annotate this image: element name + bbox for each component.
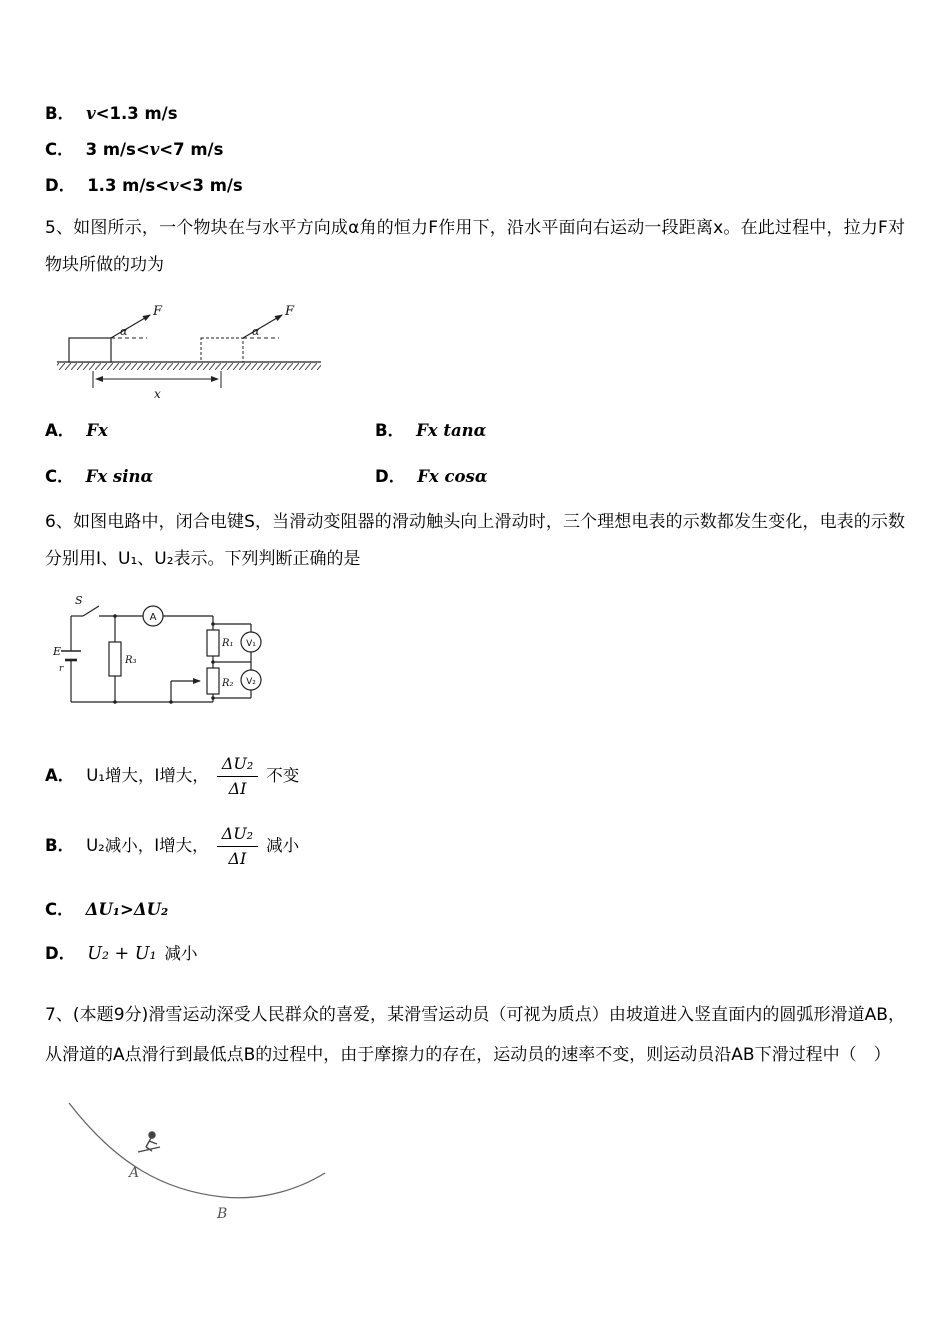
resistor-r3-symbol — [109, 642, 121, 676]
r1-label: R₁ — [222, 638, 234, 649]
v2-label: V₂ — [246, 677, 256, 687]
option-c — [45, 895, 905, 925]
option-text-pre: U₂减小，I增大， — [86, 836, 209, 856]
v1-label: V₁ — [246, 639, 256, 649]
option-text: Fx tanα — [416, 421, 487, 440]
fraction-denominator: ΔI — [228, 848, 247, 868]
option-label: B． — [45, 104, 75, 123]
option-label: B． — [375, 421, 405, 440]
option-text-post: <1.3 m/s — [95, 104, 178, 123]
option-label: A． — [45, 766, 75, 786]
block-dashed — [201, 338, 243, 362]
option-a — [45, 416, 375, 446]
option-c — [45, 462, 375, 492]
question-5-options — [45, 416, 905, 492]
skier-figure — [138, 1132, 160, 1152]
r2-label: R₂ — [222, 678, 234, 689]
resistor-r2-symbol — [207, 668, 219, 694]
option-text: ΔU₁>ΔU₂ — [85, 900, 169, 920]
question-6-stem: 6、如图电路中，闭合电键S，当滑动变阻器的滑动触头向上滑动时，三个理想电表的示数都发生变化，电表的示数分别用I、U₁、U₂表示。下列判断正确的是 — [45, 512, 905, 569]
point-a-label: A — [129, 1165, 140, 1182]
question-6 — [45, 504, 905, 969]
option-text: Fx cosα — [417, 467, 488, 486]
angle-label-1: α — [120, 325, 128, 338]
question-5-stem: 5、如图所示，一个物块在与水平方向成α角的恒力F作用下，沿水平面向右运动一段距离x。在此过程中，拉力F对物块所做的功为 — [45, 218, 905, 275]
option-text: Fx — [86, 421, 108, 440]
option-row-d — [45, 168, 905, 204]
angle-label-2: α — [252, 325, 260, 338]
option-expression: U₂ + U₁ — [87, 944, 157, 965]
switch-label: S — [75, 594, 83, 607]
q6-circuit-diagram — [53, 594, 313, 729]
option-text-pre: U₁增大，I增大， — [86, 766, 209, 786]
fraction-numerator: ΔU₂ — [217, 823, 258, 847]
option-text-post: 减小 — [164, 944, 198, 964]
option-text-pre: 3 m/s< — [85, 140, 150, 159]
fraction-du2-di — [217, 753, 258, 799]
option-text-var: v — [86, 104, 96, 123]
option-text: Fx sinα — [85, 467, 154, 486]
q5-force-diagram — [53, 300, 353, 402]
option-label: C． — [45, 900, 74, 920]
slope-curve — [69, 1103, 325, 1198]
option-label: B． — [45, 836, 75, 856]
option-label: D． — [45, 944, 76, 964]
force-label-1: F — [153, 304, 163, 319]
distance-label: x — [154, 387, 161, 401]
question-7 — [45, 995, 905, 1226]
point-b-label: B — [217, 1206, 228, 1223]
option-label: A． — [45, 421, 75, 440]
emf-label: E — [53, 645, 62, 658]
option-label: D． — [45, 176, 76, 195]
ammeter-label: A — [149, 612, 157, 623]
option-d — [375, 462, 905, 492]
option-label: D． — [375, 467, 406, 486]
option-text-post: <7 m/s — [159, 140, 224, 159]
question-5 — [45, 210, 905, 492]
question-7-stem: 7、(本题9分)滑雪运动深受人民群众的喜爱，某滑雪运动员（可视为质点）由坡道进入竖直面内的圆弧形滑道AB，从滑道的A点滑行到最低点B的过程中，由于摩擦力的存在，运动员的速率不变，则运动员沿AB下滑过程中（ ） — [45, 1005, 905, 1066]
option-text-post: 不变 — [266, 766, 300, 786]
option-row-c — [45, 132, 905, 168]
fraction-denominator: ΔI — [228, 778, 247, 798]
option-text-post: 减小 — [266, 836, 300, 856]
option-label: C． — [45, 140, 74, 159]
option-d — [45, 939, 905, 969]
q7-slope-diagram — [53, 1091, 343, 1226]
resistor-r1-symbol — [207, 630, 219, 656]
option-row-b — [45, 96, 905, 132]
r3-label: R₃ — [125, 655, 137, 666]
option-b — [375, 416, 905, 446]
option-a — [45, 753, 905, 799]
option-text-var: v — [149, 140, 160, 159]
option-text-pre: 1.3 m/s< — [87, 176, 170, 195]
option-label: C． — [45, 467, 74, 486]
fraction-du2-di — [217, 823, 258, 869]
option-b — [45, 823, 905, 869]
force-label-2: F — [285, 304, 295, 319]
block-solid — [69, 338, 111, 362]
prev-question-options — [45, 96, 905, 204]
internal-resistance-label: r — [59, 664, 64, 674]
fraction-numerator: ΔU₂ — [217, 753, 258, 777]
option-text-var: v — [169, 176, 179, 195]
option-text-post: <3 m/s — [178, 176, 243, 195]
